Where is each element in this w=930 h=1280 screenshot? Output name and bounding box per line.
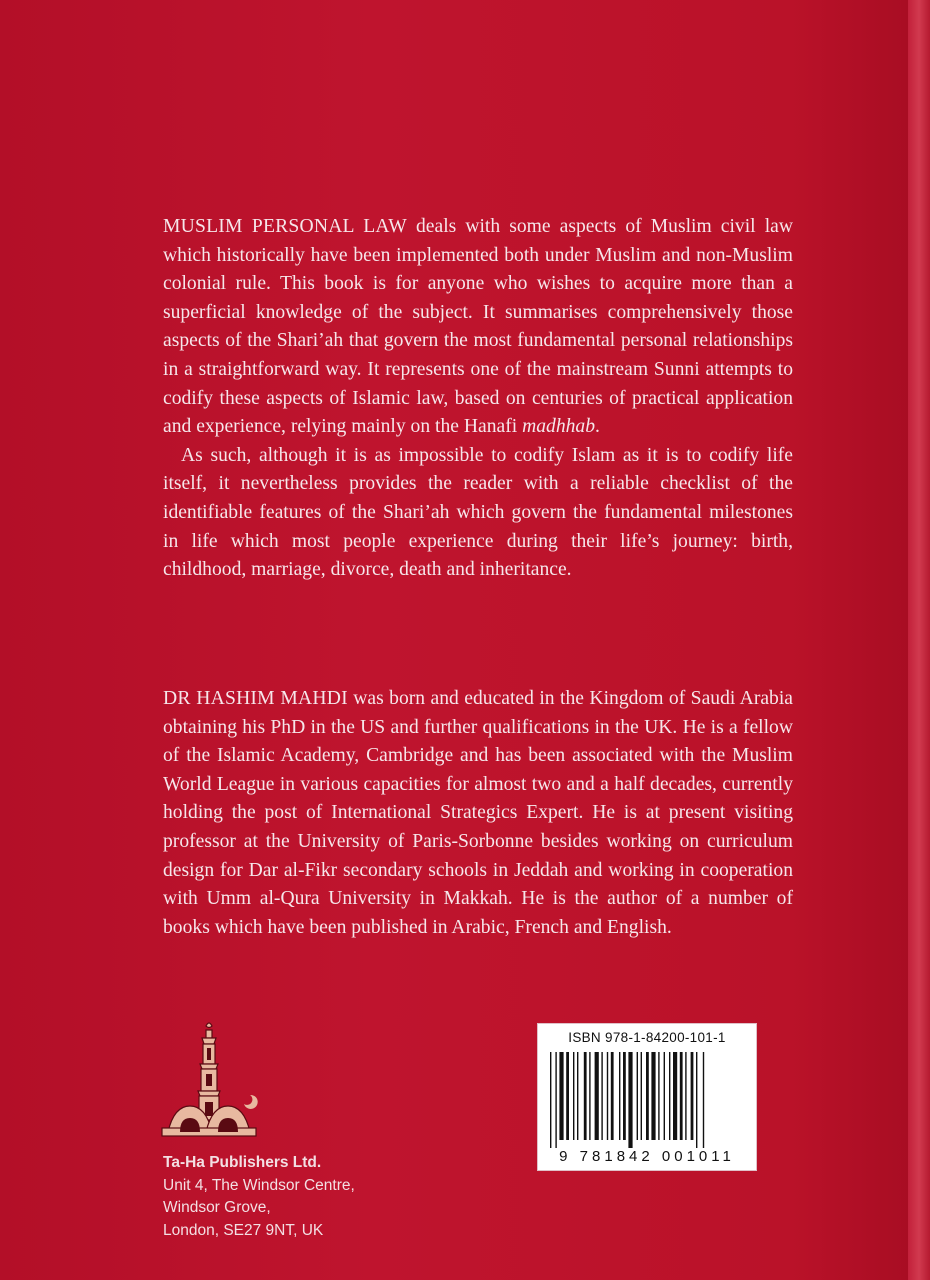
mosque-minaret-logo-icon xyxy=(160,1020,258,1142)
blurb-body-1: deals with some aspects of Muslim civil law which historically have been implemented both under Muslim and non-Muslim colonial rule. This book is for anyone who wishes to acquire more than a superficial knowledge of the subject. It summarises comprehensively those aspects of the Shari’ah that govern the most fundamental personal relationships in a straightforward way. It represents one of the mainstream Sunni attempts to codify these aspects of Islamic law, based on centuries of practical application and experience, relying mainly on the Hanafi xyxy=(163,216,793,438)
blurb-end-1: . xyxy=(595,416,600,438)
publisher-info xyxy=(163,1152,355,1242)
book-title-lead: MUSLIM PERSONAL LAW xyxy=(163,216,407,237)
book-blurb xyxy=(163,213,793,585)
bio-paragraph xyxy=(163,685,793,942)
publisher-address-line-1: Unit 4, The Windsor Centre, xyxy=(163,1176,355,1194)
publisher-address-line-2: Windsor Grove, xyxy=(163,1199,271,1216)
barcode-label xyxy=(537,1023,757,1171)
author-bio xyxy=(163,685,793,942)
bio-body: was born and educated in the Kingdom of Saudi Arabia obtaining his PhD in the US and further qualifications in the UK. He is a fellow of the Islamic Academy, Cambridge and has been associated with the Muslim World League in various capacities for almost two and a half decades, currently holding the post of International Strategics Expert. He is at present visiting professor at the University of Paris-Sorbonne besides working on curriculum design for Dar al-Fikr secondary schools in Jeddah and working in cooperation with Umm al-Qura University in Makkah. He is the author of a number of books which have been published in Arabic, French and English. xyxy=(163,688,793,938)
barcode-icon xyxy=(546,1052,748,1154)
isbn-text: ISBN 978-1-84200-101-1 xyxy=(568,1030,726,1045)
author-name: DR HASHIM MAHDI xyxy=(163,688,348,709)
spine-edge xyxy=(908,0,930,1280)
blurb-italic-term: madhhab xyxy=(522,416,596,438)
blurb-paragraph-1 xyxy=(163,213,793,442)
publisher-address-line-3: London, SE27 9NT, UK xyxy=(163,1221,324,1239)
blurb-paragraph-2: As such, although it is as impossible to codify Islam as it is to codify life itself, it nevertheless provides the reader with a reliable checklist of the identifiable features of the Shari’ah which govern the fundamental milestones in life which most people experience during their life’s journey: birth, childhood, marriage, divorce, death and inheritance. xyxy=(163,444,793,581)
publisher-name: Ta-Ha Publishers Ltd. xyxy=(163,1154,322,1171)
barcode-digits: 9 781842 001011 xyxy=(559,1148,735,1165)
